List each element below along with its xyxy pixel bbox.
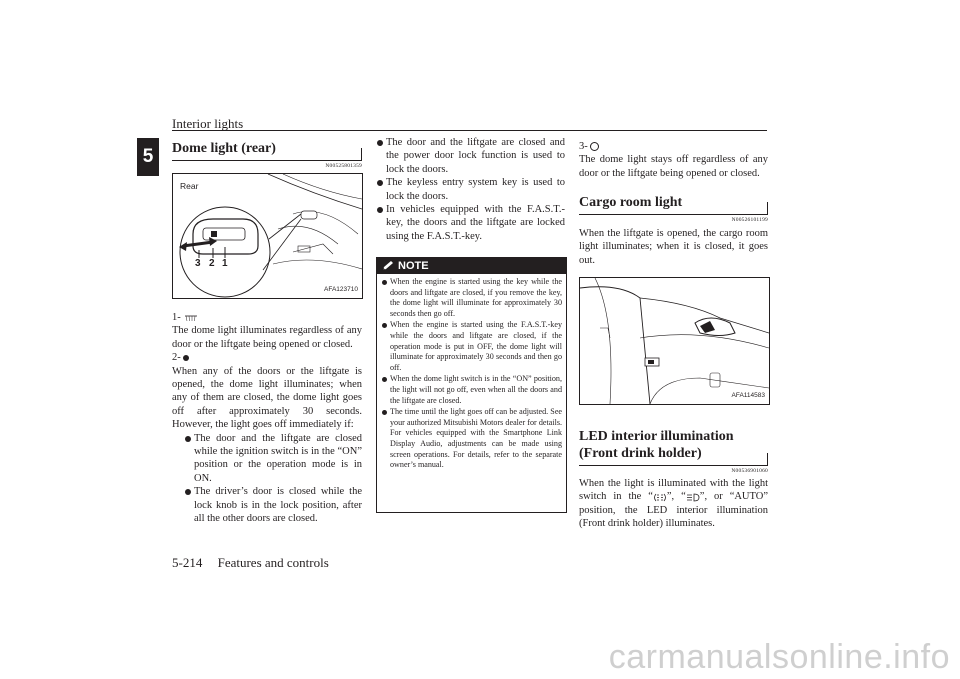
- note-pencil-icon: [381, 260, 395, 272]
- cargo-code: N00526101199: [731, 217, 768, 223]
- cargo-section-header: [579, 194, 768, 223]
- cargo-figure: [579, 277, 770, 405]
- figure-number-1: 1: [222, 258, 228, 269]
- note-item: When the engine is started using the key while the doors and liftgate are closed, if you remove the key, the dome light will illuminate for approximately 30 seconds then go off.: [381, 277, 562, 319]
- position-3-label: 3-: [579, 141, 588, 152]
- led-title-line1: LED interior illumination: [579, 429, 734, 444]
- led-section-header: [579, 428, 768, 474]
- position-2-row: [172, 351, 362, 364]
- figure-number-2: 2: [209, 258, 215, 269]
- position-3-block: [579, 140, 768, 180]
- led-code: N00536901060: [731, 468, 768, 474]
- led-text-a: When the light is illuminated with the light switch in the “: [579, 478, 768, 503]
- chapter-tab: 5: [137, 138, 159, 176]
- note-label: NOTE: [398, 260, 429, 272]
- dome-light-illustration: [173, 174, 362, 298]
- list-item: In vehicles equipped with the F.A.S.T.-key, the doors and the liftgate are locked using the F.A.S.T.-key.: [376, 203, 565, 243]
- position-2-label: 2-: [172, 352, 181, 364]
- footer-section: Features and controls: [217, 555, 329, 570]
- note-item: When the engine is started using the F.A.S.T.-key while the doors and liftgate are closed, if the operation mode is put in OFF, the dome light will illuminate for approximately 30 seconds and then go off.: [381, 320, 562, 373]
- cargo-title: Cargo room light: [579, 195, 683, 210]
- watermark: carmanualsonline.info: [608, 638, 950, 676]
- page-header-title: Interior lights: [172, 116, 244, 131]
- position-1-text: The dome light illuminates regardless of any door or the liftgate being opened or closed.: [172, 325, 362, 350]
- list-item: The door and the liftgate are closed while the ignition switch is in the “ON” position or the operation mode is in ON.: [184, 432, 362, 486]
- led-title-line2: (Front drink holder): [579, 446, 702, 461]
- list-item: The driver’s door is closed while the lock knob is in the lock position, after all the other doors are closed.: [184, 485, 362, 525]
- dome-light-figure: [172, 173, 363, 299]
- led-text: [579, 477, 768, 531]
- list-item: The door and the liftgate are closed and the power door lock function is used to lock the doors.: [376, 136, 565, 176]
- dome-light-section-header: [172, 140, 362, 169]
- led-text-b: ”, “: [666, 491, 686, 503]
- dome-light-bullets-continued: [376, 136, 565, 243]
- header-rule: [172, 130, 767, 131]
- position-lamp-icon: [653, 493, 667, 502]
- position-3-row: [579, 140, 768, 153]
- door-off-light-icon: [183, 313, 199, 322]
- list-item: The keyless entry system key is used to lock the doors.: [376, 176, 565, 203]
- note-item: When the dome light switch is in the “ON” position, the light will not go off, even when all the doors and the liftgate are closed.: [381, 374, 562, 406]
- headlamp-icon: [686, 493, 700, 502]
- dome-figure-code: AFA123710: [324, 286, 358, 293]
- dome-light-title: Dome light (rear): [172, 141, 276, 156]
- off-position-icon: [590, 142, 599, 151]
- cargo-figure-code: AFA114583: [731, 392, 765, 399]
- page-footer: [172, 555, 329, 571]
- cargo-illustration: [580, 278, 769, 404]
- dome-light-body: [172, 311, 362, 526]
- door-position-icon: [183, 355, 189, 361]
- note-header: [377, 258, 566, 274]
- dome-light-code: N00525801359: [325, 163, 362, 169]
- position-1-label: 1-: [172, 312, 181, 323]
- figure-label-rear: Rear: [180, 181, 199, 191]
- position-2-text: When any of the doors or the liftgate is opened, the dome light illuminates; when any of them are closed, the dome light goes off after approximately 30 seconds. However, the light goes off immediately if:: [172, 365, 362, 431]
- position-1-row: [172, 311, 362, 324]
- note-body: [377, 274, 566, 476]
- note-item: The time until the light goes off can be adjusted. See your authorized Mitsubishi Motors dealer for details. For vehicles equipped with the Smartphone Link Display Audio, adjustments can be made using screen operations. For details, refer to the separate owner’s manual.: [381, 407, 562, 471]
- page-number: 5-214: [172, 555, 203, 570]
- figure-number-3: 3: [195, 258, 201, 269]
- cargo-text: When the liftgate is opened, the cargo room light illuminates; when it is closed, it goes out.: [579, 228, 768, 266]
- position-3-text: The dome light stays off regardless of any door or the liftgate being opened or closed.: [579, 154, 768, 179]
- led-text-c: ”, or “AUTO” position, the LED interior illumination (Front drink holder) illuminates.: [579, 491, 768, 530]
- note-box: [376, 257, 567, 513]
